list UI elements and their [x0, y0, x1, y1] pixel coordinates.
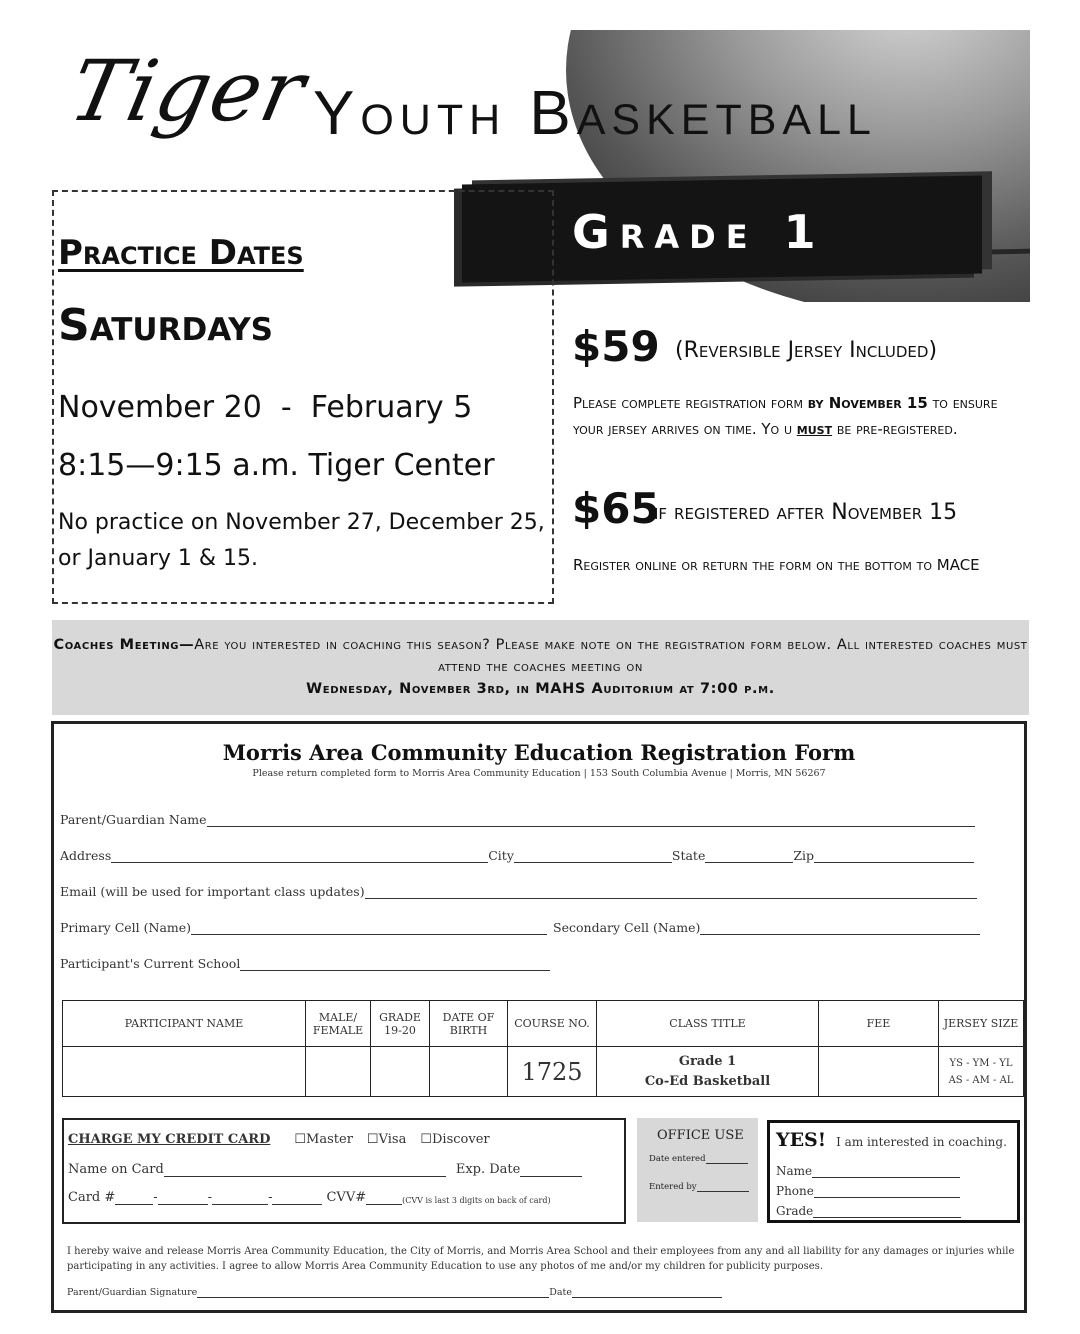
table-row	[63, 1047, 1024, 1097]
grade-label: Grade 1	[572, 205, 826, 259]
signature-row: Parent/Guardian Signature Date	[67, 1287, 722, 1298]
table-header-row: PARTICIPANT NAME MALE/ FEMALE GRADE 19-20 DATE OF BIRTH COURSE NO. CLASS TITLE FEE JERSEY SIZE	[63, 1001, 1024, 1047]
grade-cell[interactable]	[371, 1047, 430, 1097]
address-field[interactable]	[111, 848, 488, 863]
practice-heading: Practice Dates	[58, 233, 304, 273]
school-row: Participant's Current School	[60, 956, 550, 971]
practice-date-range: November 20 - February 5	[58, 390, 473, 425]
course-no-cell: 1725	[508, 1047, 597, 1097]
credit-card-heading: CHARGE MY CREDIT CARD	[68, 1132, 271, 1147]
page-title: Youth Basketball	[313, 79, 877, 148]
school-field[interactable]	[240, 956, 550, 971]
master-checkbox[interactable]: ☐Master	[294, 1132, 353, 1147]
city-field[interactable]	[514, 848, 672, 863]
date-field[interactable]	[572, 1287, 722, 1298]
credit-card-box: CHARGE MY CREDIT CARD ☐Master ☐Visa ☐Discover Name on Card Exp. Date Card # - - - CVV# (CVV is last 3 digits on back of card)	[62, 1118, 626, 1224]
form-title: Morris Area Community Education Registration Form	[222, 740, 856, 765]
discover-checkbox[interactable]: ☐Discover	[420, 1132, 490, 1147]
coaches-meeting-banner	[52, 620, 1029, 715]
entered-by-field[interactable]	[697, 1182, 749, 1192]
visa-checkbox[interactable]: ☐Visa	[366, 1132, 407, 1147]
secondary-cell-field[interactable]	[700, 920, 980, 935]
waiver-text: I hereby waive and release Morris Area Community Education, the City of Morris, and Morris Area School and their employees from any and all liability for any damages or injuries while participating in any activities. I agree to allow Morris Area Community Education to use any photos of me and/or my children for publicity purposes.	[67, 1246, 1015, 1272]
participant-table	[62, 1000, 1024, 1097]
cell-row: Primary Cell (Name) Secondary Cell (Name)	[60, 920, 980, 935]
primary-cell-field[interactable]	[191, 920, 547, 935]
coaches-meeting-lead: Coaches Meeting—	[53, 637, 195, 653]
parent-name-field[interactable]	[207, 812, 975, 827]
dob-cell[interactable]	[430, 1047, 508, 1097]
email-row: Email (will be used for important class updates)	[60, 884, 977, 899]
signature-field[interactable]	[197, 1287, 549, 1298]
jersey-size-cell[interactable]: YS - YM - YL AS - AM - AL	[939, 1047, 1024, 1097]
gender-cell[interactable]	[306, 1047, 371, 1097]
cvv-field[interactable]	[366, 1190, 402, 1205]
exp-date-field[interactable]	[520, 1162, 582, 1177]
class-title-cell: Grade 1 Co-Ed Basketball	[597, 1047, 819, 1097]
coaches-meeting-details: Wednesday, November 3rd, in MAHS Auditorium at 7:00 p.m.	[306, 681, 775, 697]
price-late-note: if registered after November 15	[654, 500, 958, 525]
price-early-description: Please complete registration form by November 15 to ensure your jersey arrives on time. Yo u must be pre-registered.	[573, 394, 998, 438]
coach-grade-field[interactable]	[813, 1203, 961, 1218]
office-use-box: OFFICE USE Date entered Entered by	[637, 1118, 758, 1222]
no-practice-note: No practice on November 27, December 25, or January 1 & 15.	[58, 510, 545, 571]
state-field[interactable]	[705, 848, 793, 863]
card-number-field-3[interactable]	[212, 1190, 268, 1205]
title-script: Tiger	[61, 42, 314, 140]
card-number-field-4[interactable]	[272, 1190, 322, 1205]
date-entered-field[interactable]	[706, 1154, 748, 1164]
coach-phone-field[interactable]	[814, 1183, 960, 1198]
coaches-meeting-text: Are you interested in coaching this season? Please make note on the registration form below. All interested coaches must attend the coaches meeting on	[194, 637, 1028, 675]
practice-day: Saturdays	[58, 300, 273, 351]
parent-name-row: Parent/Guardian Name	[60, 812, 975, 827]
email-field[interactable]	[365, 884, 977, 899]
fee-cell[interactable]	[819, 1047, 939, 1097]
participant-name-cell[interactable]	[63, 1047, 306, 1097]
card-number-field[interactable]	[115, 1190, 153, 1205]
address-row: Address City State Zip	[60, 848, 974, 863]
price-early: $59	[572, 322, 660, 371]
price-early-note: (Reversible Jersey Included)	[675, 338, 938, 363]
name-on-card-field[interactable]	[164, 1162, 446, 1177]
registration-form	[51, 721, 1027, 1313]
coach-interest-box: YES! I am interested in coaching. Name Phone Grade	[767, 1120, 1020, 1223]
form-subtitle: Please return completed form to Morris Area Community Education | 153 South Columbia Avenue | Morris, MN 56267	[252, 768, 826, 779]
register-description: Register online or return the form on the bottom to MACE	[573, 556, 980, 574]
card-number-field-2[interactable]	[158, 1190, 208, 1205]
zip-field[interactable]	[814, 848, 974, 863]
price-late: $65	[572, 484, 660, 533]
coach-name-field[interactable]	[812, 1163, 960, 1178]
practice-time-location: 8:15—9:15 a.m. Tiger Center	[58, 448, 495, 483]
